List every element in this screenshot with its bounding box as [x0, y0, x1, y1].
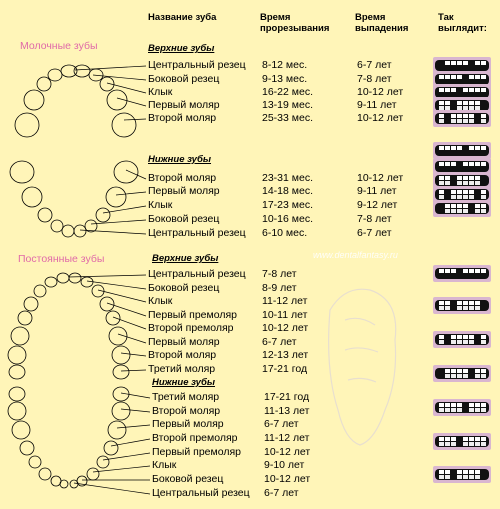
permanent-upper-tooth-name: Боковой резец	[148, 282, 220, 294]
header-name: Название зуба	[148, 12, 217, 23]
milk-upper-fall: 10-12 лет	[357, 86, 404, 98]
leader-line	[121, 370, 146, 371]
leader-line	[121, 353, 146, 356]
milk-upper-title: Верхние зубы	[148, 43, 215, 54]
header-look-line2: выглядит:	[438, 23, 487, 34]
permanent-lower-tooth-name: Второй премоляр	[152, 432, 238, 444]
leader-line	[124, 119, 146, 120]
smile-icon	[433, 331, 491, 348]
leader-line	[111, 439, 150, 446]
smile-icon	[433, 142, 491, 159]
permanent-upper-erupt: 11-12 лет	[262, 295, 308, 307]
permanent-title: Постоянные зубы	[18, 253, 105, 265]
smile-icon	[433, 200, 491, 217]
milk-lower-arch	[10, 161, 138, 237]
header-erupt-line2: прорезывания	[260, 23, 330, 34]
header-fall-line1: Время	[355, 12, 386, 23]
permanent-lower-tooth-name: Первый премоляр	[152, 446, 241, 458]
leader-line	[117, 98, 146, 106]
milk-upper-fall: 9-11 лет	[357, 99, 397, 111]
permanent-lower-erupt: 9-10 лет	[264, 459, 305, 471]
permanent-upper-erupt: 12-13 лет	[262, 349, 309, 361]
permanent-lower-tooth-name: Третий моляр	[152, 391, 220, 403]
permanent-lower-erupt: 10-12 лет	[264, 446, 311, 458]
milk-lower-tooth-name: Клык	[148, 199, 173, 211]
header-fall-line2: выпадения	[355, 23, 409, 34]
permanent-upper-tooth-name: Первый моляр	[148, 336, 220, 348]
leader-line	[103, 453, 150, 460]
milk-upper-erupt: 25-33 мес.	[262, 112, 313, 124]
permanent-upper-erupt: 8-9 лет	[262, 282, 297, 294]
permanent-lower-tooth-name: Первый моляр	[152, 418, 224, 430]
header-erupt-line1: Время	[260, 12, 291, 23]
permanent-upper-erupt: 10-12 лет	[262, 322, 309, 334]
leader-line	[116, 192, 146, 195]
milk-lower-fall: 9-12 лет	[357, 199, 398, 211]
leader-line	[117, 425, 150, 428]
milk-upper-erupt: 13-19 мес.	[262, 99, 313, 111]
permanent-upper-erupt: 10-11 лет	[262, 309, 308, 321]
milk-lower-erupt: 17-23 мес.	[262, 199, 313, 211]
permanent-lower-erupt: 11-12 лет	[264, 432, 310, 444]
milk-upper-fall: 7-8 лет	[357, 73, 392, 85]
milk-upper-tooth-name: Первый моляр	[148, 99, 220, 111]
permanent-upper-arch	[8, 273, 130, 379]
permanent-lower-erupt: 6-7 лет	[264, 418, 299, 430]
milk-upper-arch	[15, 65, 136, 137]
smile-icon	[433, 466, 491, 483]
milk-title: Молочные зубы	[20, 40, 98, 52]
milk-upper-fall: 10-12 лет	[357, 112, 404, 124]
milk-lower-tooth-name: Первый моляр	[148, 185, 220, 197]
permanent-lower-tooth-name: Центральный резец	[152, 487, 250, 499]
milk-lower-tooth-name: Второй моляр	[148, 172, 217, 184]
milk-upper-tooth-name: Клык	[148, 86, 173, 98]
permanent-upper-erupt: 6-7 лет	[262, 336, 297, 348]
milk-lower-erupt: 14-18 мес.	[262, 185, 313, 197]
leader-line	[121, 409, 150, 412]
permanent-lower-tooth-name: Боковой резец	[152, 473, 224, 485]
permanent-upper-erupt: 7-8 лет	[262, 268, 297, 280]
permanent-lower-erupt: 11-13 лет	[264, 405, 310, 417]
leader-line	[93, 466, 150, 472]
milk-upper-erupt: 9-13 мес.	[262, 73, 308, 85]
milk-lower-fall: 6-7 лет	[357, 227, 392, 239]
smile-icon	[433, 433, 491, 450]
milk-lower-tooth-name: Боковой резец	[148, 213, 220, 225]
milk-upper-fall: 6-7 лет	[357, 59, 392, 71]
permanent-upper-tooth-name: Третий моляр	[148, 363, 216, 375]
leader-line	[98, 290, 146, 302]
permanent-lower-tooth-name: Клык	[152, 459, 177, 471]
milk-lower-tooth-name: Центральный резец	[148, 227, 246, 239]
smile-icon	[433, 399, 491, 416]
milk-lower-erupt: 23-31 мес.	[262, 172, 313, 184]
smile-icon	[433, 365, 491, 382]
permanent-upper-tooth-name: Центральный резец	[148, 268, 246, 280]
permanent-upper-tooth-name: Второй моляр	[148, 349, 217, 361]
permanent-upper-tooth-name: Первый премоляр	[148, 309, 237, 321]
leader-line	[107, 303, 146, 316]
milk-upper-tooth-name: Второй моляр	[148, 112, 217, 124]
milk-lower-erupt: 6-10 мес.	[262, 227, 308, 239]
leader-line	[74, 483, 150, 494]
permanent-lower-tooth-name: Второй моляр	[152, 405, 221, 417]
permanent-upper-title: Верхние зубы	[152, 253, 219, 264]
smile-icon	[433, 297, 491, 314]
permanent-lower-erupt: 10-12 лет	[264, 473, 311, 485]
milk-lower-fall: 10-12 лет	[357, 172, 404, 184]
header-look-line1: Так	[438, 12, 454, 23]
milk-lower-title: Нижние зубы	[148, 154, 212, 165]
permanent-lower-erupt: 17-21 год	[264, 391, 310, 403]
milk-upper-erupt: 8-12 мес.	[262, 59, 308, 71]
milk-upper-erupt: 16-22 мес.	[262, 86, 313, 98]
permanent-upper-tooth-name: Второй премоляр	[148, 322, 234, 334]
leader-line	[118, 334, 146, 343]
watermark: www.dentalfantasy.ru	[313, 250, 398, 260]
leader-line	[121, 393, 150, 398]
smile-icon	[433, 110, 491, 127]
skull-watermark	[329, 289, 396, 445]
leader-line	[75, 66, 146, 70]
permanent-lower-erupt: 6-7 лет	[264, 487, 299, 499]
milk-lower-fall: 9-11 лет	[357, 185, 397, 197]
permanent-upper-erupt: 17-21 год	[262, 363, 308, 375]
permanent-upper-tooth-name: Клык	[148, 295, 173, 307]
milk-upper-tooth-name: Боковой резец	[148, 73, 220, 85]
milk-upper-tooth-name: Центральный резец	[148, 59, 246, 71]
smile-icon	[433, 265, 491, 282]
milk-lower-fall: 7-8 лет	[357, 213, 392, 225]
permanent-lower-arch	[8, 387, 130, 488]
leader-line	[103, 206, 146, 213]
permanent-lower-title: Нижние зубы	[152, 377, 216, 388]
milk-lower-erupt: 10-16 мес.	[262, 213, 313, 225]
